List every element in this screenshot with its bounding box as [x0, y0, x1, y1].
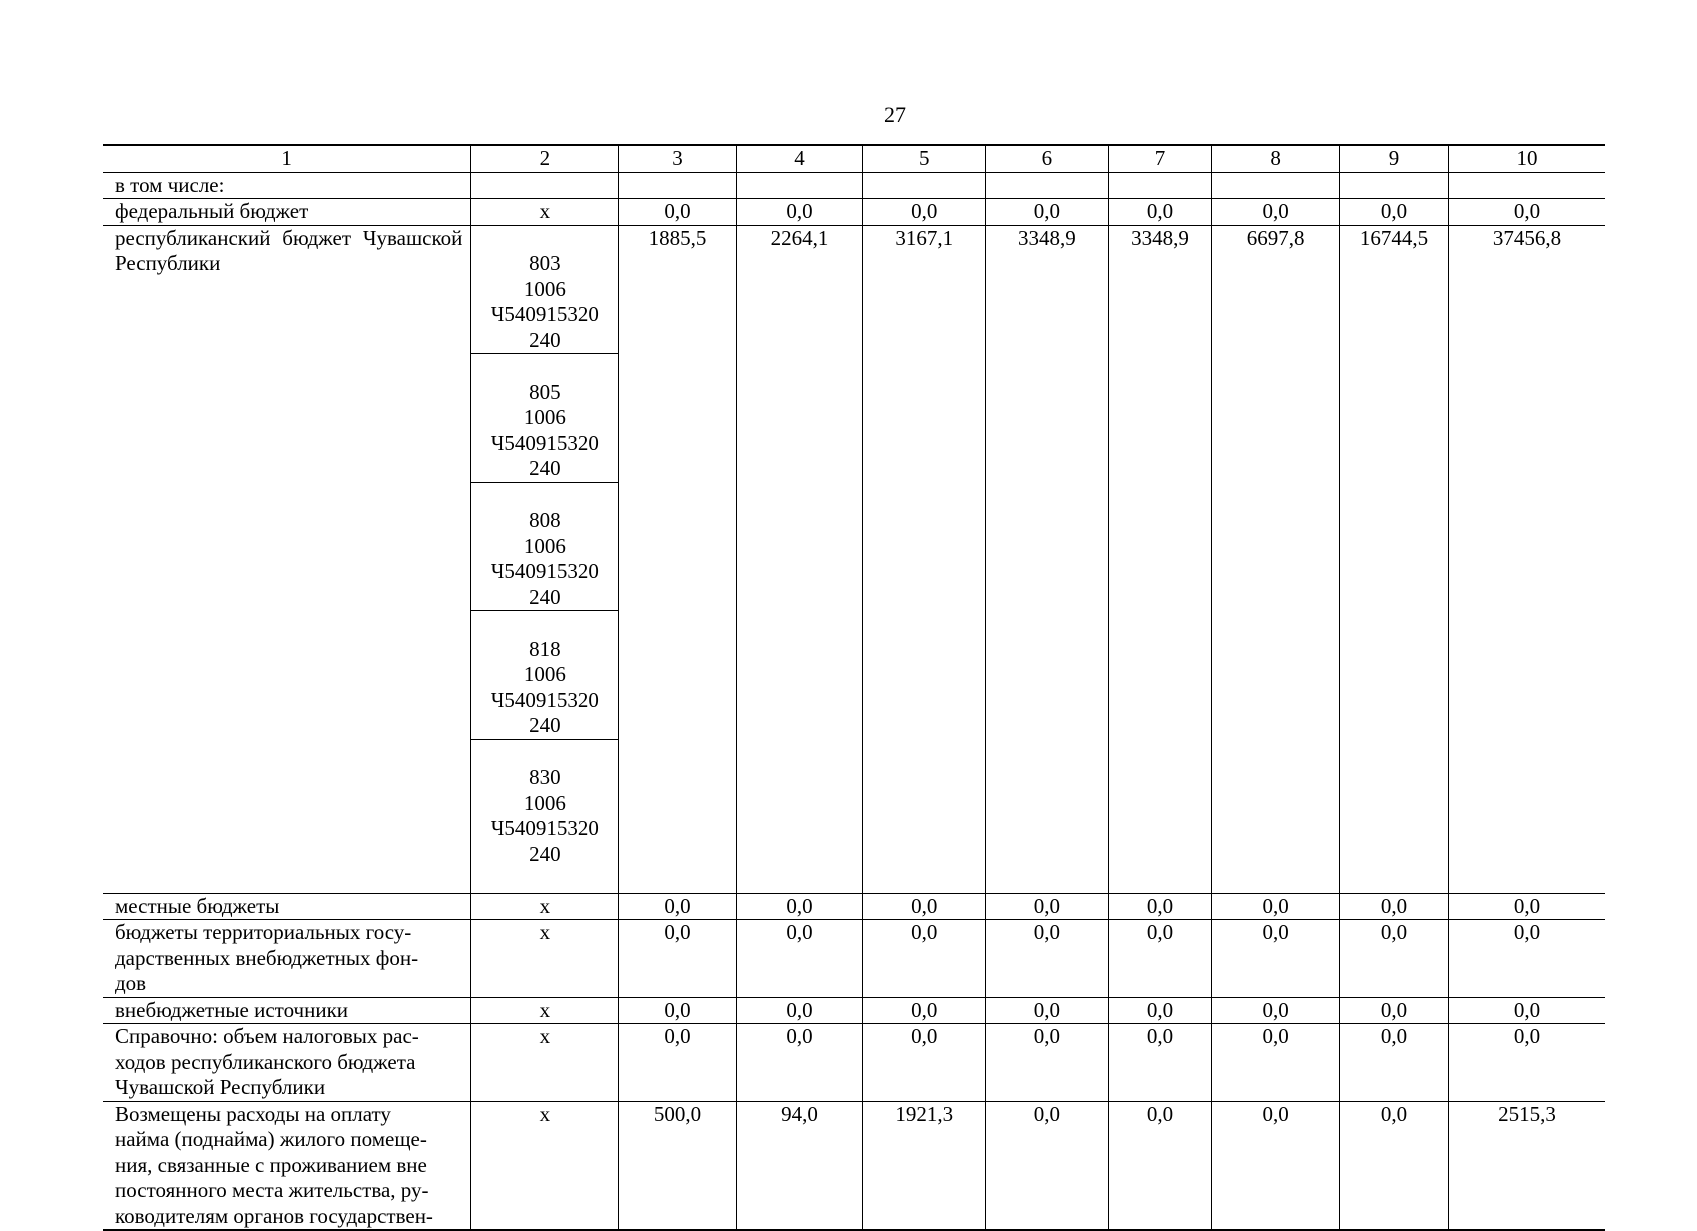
value-cell: 0,0	[619, 997, 736, 1024]
value-cell: 0,0	[1448, 997, 1605, 1024]
empty-cell	[863, 172, 986, 199]
header-cell: 3	[619, 145, 736, 172]
empty-cell	[1448, 172, 1605, 199]
value-cell: 3348,9	[986, 225, 1109, 893]
code-block: 805 1006 Ч540915320 240	[471, 380, 618, 483]
value-cell: 0,0	[1108, 893, 1212, 920]
table-row-including	[103, 172, 1605, 199]
value-cell: 3167,1	[863, 225, 986, 893]
code-block: 803 1006 Ч540915320 240	[471, 251, 618, 354]
value-cell: 0,0	[736, 920, 863, 998]
value-cell: 0,0	[736, 1024, 863, 1102]
header-cell: 9	[1340, 145, 1449, 172]
value-cell: 0,0	[619, 893, 736, 920]
value-cell: 2515,3	[1448, 1101, 1605, 1230]
value-cell: 0,0	[1448, 199, 1605, 226]
value-cell: 0,0	[863, 1024, 986, 1102]
value-cell: 6697,8	[1212, 225, 1340, 893]
value-cell: 1885,5	[619, 225, 736, 893]
table-row-reimbursed	[103, 1101, 1605, 1230]
value-cell: 0,0	[736, 997, 863, 1024]
value-cell: 0,0	[1108, 920, 1212, 998]
empty-cell	[736, 172, 863, 199]
value-cell: 0,0	[986, 199, 1109, 226]
value-cell: 0,0	[986, 1024, 1109, 1102]
row-code: х	[471, 1101, 619, 1230]
row-code: х	[471, 1024, 619, 1102]
value-cell: 0,0	[1340, 893, 1449, 920]
table-row-tax	[103, 1024, 1605, 1102]
empty-cell	[1212, 172, 1340, 199]
code-block: 830 1006 Ч540915320 240	[490, 765, 599, 866]
row-label: бюджеты территориальных госу- дарственных внебюджетных фон- дов	[103, 920, 471, 998]
row-label: внебюджетные источники	[103, 997, 471, 1024]
row-code: х	[471, 997, 619, 1024]
empty-cell	[1340, 172, 1449, 199]
header-cell: 7	[1108, 145, 1212, 172]
value-cell: 0,0	[1448, 893, 1605, 920]
value-cell: 0,0	[1340, 1101, 1449, 1230]
value-cell: 0,0	[986, 893, 1109, 920]
header-cell: 6	[986, 145, 1109, 172]
row-label: Возмещены расходы на оплату найма (поднайма) жилого помеще- ния, связанные с проживанием вне постоянного места жительства, ру- ководителям органов государствен-	[103, 1101, 471, 1230]
value-cell: 0,0	[1108, 1024, 1212, 1102]
value-cell: 0,0	[863, 199, 986, 226]
value-cell: 0,0	[736, 199, 863, 226]
value-cell: 0,0	[736, 893, 863, 920]
value-cell: 3348,9	[1108, 225, 1212, 893]
table-row-federal	[103, 199, 1605, 226]
value-cell: 94,0	[736, 1101, 863, 1230]
value-cell: 0,0	[986, 920, 1109, 998]
code-block: 808 1006 Ч540915320 240	[471, 508, 618, 611]
value-cell: 0,0	[1340, 997, 1449, 1024]
table-row-republican	[103, 225, 1605, 893]
value-cell: 0,0	[1108, 997, 1212, 1024]
header-cell: 10	[1448, 145, 1605, 172]
table-row-funds	[103, 920, 1605, 998]
page-number: 27	[884, 102, 906, 127]
value-cell: 0,0	[619, 199, 736, 226]
value-cell: 0,0	[1340, 1024, 1449, 1102]
value-cell: 0,0	[1212, 1101, 1340, 1230]
value-cell: 37456,8	[1448, 225, 1605, 893]
table-row-local	[103, 893, 1605, 920]
row-label: в том числе:	[103, 172, 471, 199]
value-cell: 500,0	[619, 1101, 736, 1230]
value-cell: 0,0	[986, 1101, 1109, 1230]
empty-cell	[619, 172, 736, 199]
value-cell: 0,0	[1108, 1101, 1212, 1230]
value-cell: 0,0	[863, 997, 986, 1024]
budget-table	[103, 144, 1605, 1231]
empty-cell	[986, 172, 1109, 199]
value-cell: 0,0	[986, 997, 1109, 1024]
value-cell: 0,0	[1212, 199, 1340, 226]
value-cell: 0,0	[1108, 199, 1212, 226]
row-code-group	[471, 225, 619, 893]
row-label: местные бюджеты	[103, 893, 471, 920]
header-cell: 8	[1212, 145, 1340, 172]
header-cell: 1	[103, 145, 471, 172]
row-code: х	[471, 893, 619, 920]
value-cell: 0,0	[1212, 1024, 1340, 1102]
header-cell: 5	[863, 145, 986, 172]
header-cell: 4	[736, 145, 863, 172]
value-cell: 0,0	[863, 893, 986, 920]
value-cell: 1921,3	[863, 1101, 986, 1230]
value-cell: 0,0	[1340, 199, 1449, 226]
value-cell: 0,0	[1212, 997, 1340, 1024]
value-cell: 0,0	[1448, 920, 1605, 998]
value-cell: 0,0	[1212, 920, 1340, 998]
row-label: республиканский бюджет Чувашской Республики	[103, 225, 471, 893]
value-cell: 0,0	[1212, 893, 1340, 920]
row-label: Справочно: объем налоговых рас- ходов республиканского бюджета Чувашской Республики	[103, 1024, 471, 1102]
value-cell: 16744,5	[1340, 225, 1449, 893]
empty-cell	[1108, 172, 1212, 199]
value-cell: 0,0	[863, 920, 986, 998]
row-code: х	[471, 199, 619, 226]
header-cell: 2	[471, 145, 619, 172]
row-label: федеральный бюджет	[103, 199, 471, 226]
header-row	[103, 145, 1605, 172]
value-cell: 0,0	[619, 920, 736, 998]
value-cell: 0,0	[1448, 1024, 1605, 1102]
value-cell: 0,0	[619, 1024, 736, 1102]
code-block: 818 1006 Ч540915320 240	[471, 637, 618, 740]
table-row-offbudget	[103, 997, 1605, 1024]
value-cell: 2264,1	[736, 225, 863, 893]
empty-cell	[471, 172, 619, 199]
row-code: х	[471, 920, 619, 998]
value-cell: 0,0	[1340, 920, 1449, 998]
